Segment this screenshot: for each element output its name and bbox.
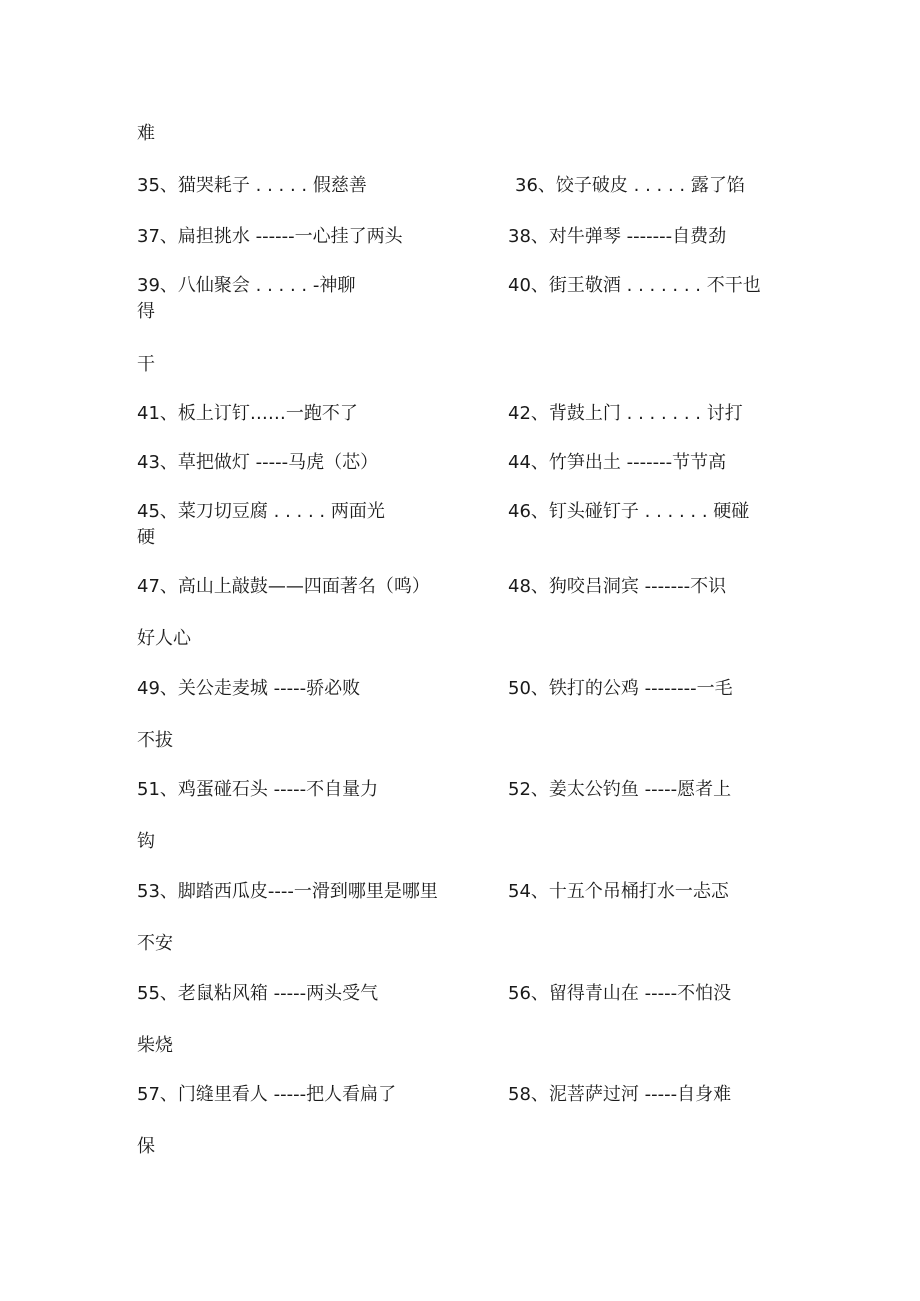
idiom-57: 57、门缝里看人 -----把人看扁了 bbox=[137, 1084, 397, 1105]
idiom-48: 48、狗咬吕洞宾 -------不识 bbox=[508, 576, 727, 597]
idiom-58: 58、泥菩萨过河 -----自身难 bbox=[508, 1084, 732, 1105]
text-line: 硬 bbox=[137, 527, 155, 548]
idiom-55: 55、老鼠粘风箱 -----两头受气 bbox=[137, 983, 379, 1004]
idiom-53: 53、脚踏西瓜皮----一滑到哪里是哪里 bbox=[137, 881, 438, 902]
idiom-56: 56、留得青山在 -----不怕没 bbox=[508, 983, 732, 1004]
idiom-40: 40、街王敬酒 . . . . . . . 不干也 bbox=[508, 275, 761, 296]
idiom-37: 37、扁担挑水 ------一心挂了两头 bbox=[137, 226, 403, 247]
idiom-36: 36、饺子破皮 . . . . . 露了馅 bbox=[515, 175, 745, 196]
idiom-47: 47、高山上敲鼓——四面著名（鸣） bbox=[137, 576, 430, 597]
text-line: 得 bbox=[137, 301, 155, 322]
idiom-35: 35、猫哭耗子 . . . . . 假慈善 bbox=[137, 175, 367, 196]
text-line: 柴烧 bbox=[137, 1035, 173, 1056]
text-line: 不安 bbox=[137, 933, 173, 954]
idiom-46: 46、钉头碰钉子 . . . . . . 硬碰 bbox=[508, 501, 750, 522]
idiom-39: 39、八仙聚会 . . . . . -神聊 bbox=[137, 275, 356, 296]
idiom-38: 38、对牛弹琴 -------自费劲 bbox=[508, 226, 727, 247]
idiom-54: 54、十五个吊桶打水一忐忑 bbox=[508, 881, 729, 902]
text-line: 干 bbox=[137, 354, 155, 375]
text-line: 不拔 bbox=[137, 730, 173, 751]
idiom-44: 44、竹笋出土 -------节节高 bbox=[508, 452, 727, 473]
idiom-52: 52、姜太公钓鱼 -----愿者上 bbox=[508, 779, 732, 800]
text-line: 好人心 bbox=[137, 628, 191, 649]
idiom-50: 50、铁打的公鸡 --------一毛 bbox=[508, 678, 733, 699]
text-line: 保 bbox=[137, 1136, 155, 1157]
idiom-42: 42、背鼓上门 . . . . . . . 讨打 bbox=[508, 403, 743, 424]
text-line: 钩 bbox=[137, 831, 155, 852]
idiom-45: 45、菜刀切豆腐 . . . . . 两面光 bbox=[137, 501, 385, 522]
idiom-51: 51、鸡蛋碰石头 -----不自量力 bbox=[137, 779, 379, 800]
text-line: 难 bbox=[137, 123, 155, 144]
idiom-41: 41、板上订钉……一跑不了 bbox=[137, 403, 358, 424]
idiom-49: 49、关公走麦城 -----骄必败 bbox=[137, 678, 361, 699]
idiom-43: 43、草把做灯 -----马虎（芯） bbox=[137, 452, 379, 473]
